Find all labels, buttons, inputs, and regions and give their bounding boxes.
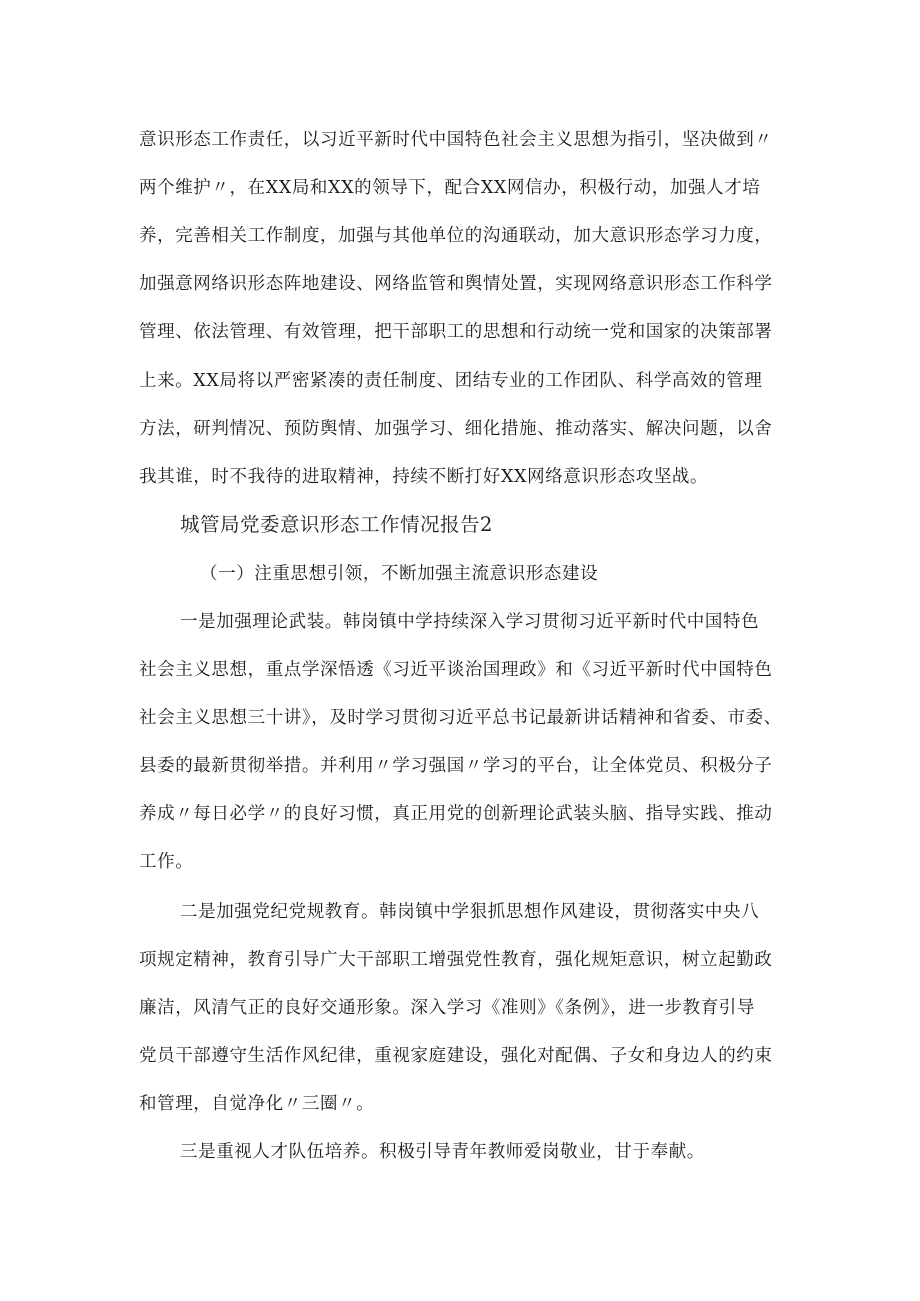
paragraph-1-line: 两个维护〃，在XX局和XX的领导下，配合XX网信办，积极行动，加强人才培	[139, 178, 761, 198]
paragraph-2-line: 工作。	[139, 852, 194, 872]
paragraph-2-line: 县委的最新贯彻举措。并利用〃学习强国〃学习的平台，让全体党员、积极分子	[139, 756, 773, 776]
paragraph-1-line: 管理、依法管理、有效管理，把干部职工的思想和行动统一党和国家的决策部署	[139, 322, 773, 342]
paragraph-1-line: 意识形态工作责任，以习近平新时代中国特色社会主义思想为指引，坚决做到〃	[139, 130, 773, 150]
paragraph-3-line: 和管理，自觉净化〃三圈〃。	[139, 1094, 375, 1114]
paragraph-4-line: 三是重视人才队伍培养。积极引导青年教师爱岗敬业，甘于奉献。	[180, 1142, 705, 1162]
paragraph-2-line: 一是加强理论武装。韩岗镇中学持续深入学习贯彻习近平新时代中国特色	[180, 612, 760, 632]
paragraph-3-line: 项规定精神，教育引导广大干部职工增强党性教育，强化规矩意识，树立起勤政	[139, 950, 773, 970]
paragraph-1-line: 养，完善相关工作制度，加强与其他单位的沟通联动，加大意识形态学习力度，	[139, 226, 773, 246]
paragraph-2-line: 社会主义思想，重点学深悟透《习近平谈治国理政》和《习近平新时代中国特色	[139, 660, 773, 680]
paragraph-1-line: 加强意网络识形态阵地建设、网络监管和舆情处置，实现网络意识形态工作科学	[139, 274, 773, 294]
paragraph-2-line: 养成〃每日必学〃的良好习惯，真正用党的创新理论武装头脑、指导实践、推动	[139, 804, 773, 824]
paragraph-3-line: 党员干部遵守生活作风纪律，重视家庭建设，强化对配偶、子女和身边人的约束	[139, 1046, 773, 1066]
paragraph-3-line: 二是加强党纪党规教育。韩岗镇中学狠抓思想作风建设，贯彻落实中央八	[180, 902, 760, 922]
section-heading: 城管局党委意识形态工作情况报告2	[180, 513, 493, 536]
paragraph-1-line: 我其谁，时不我待的进取精神，持续不断打好XX网络意识形态攻坚战。	[139, 467, 709, 487]
paragraph-1-line: 上来。XX局将以严密紧凑的责任制度、团结专业的工作团队、科学高效的管理	[139, 371, 763, 391]
paragraph-3-line: 廉洁，风清气正的良好交通形象。深入学习《准则》《条例》，进一步教育引导	[139, 998, 755, 1018]
paragraph-1-line: 方法，研判情况、预防舆情、加强学习、细化措施、推动落实、解决问题，以舍	[139, 419, 773, 439]
subsection-heading: （一）注重思想引领，不断加强主流意识形态建设	[200, 564, 599, 584]
paragraph-2-line: 社会主义思想三十讲》，及时学习贯彻习近平总书记最新讲话精神和省委、市委、	[139, 708, 782, 728]
